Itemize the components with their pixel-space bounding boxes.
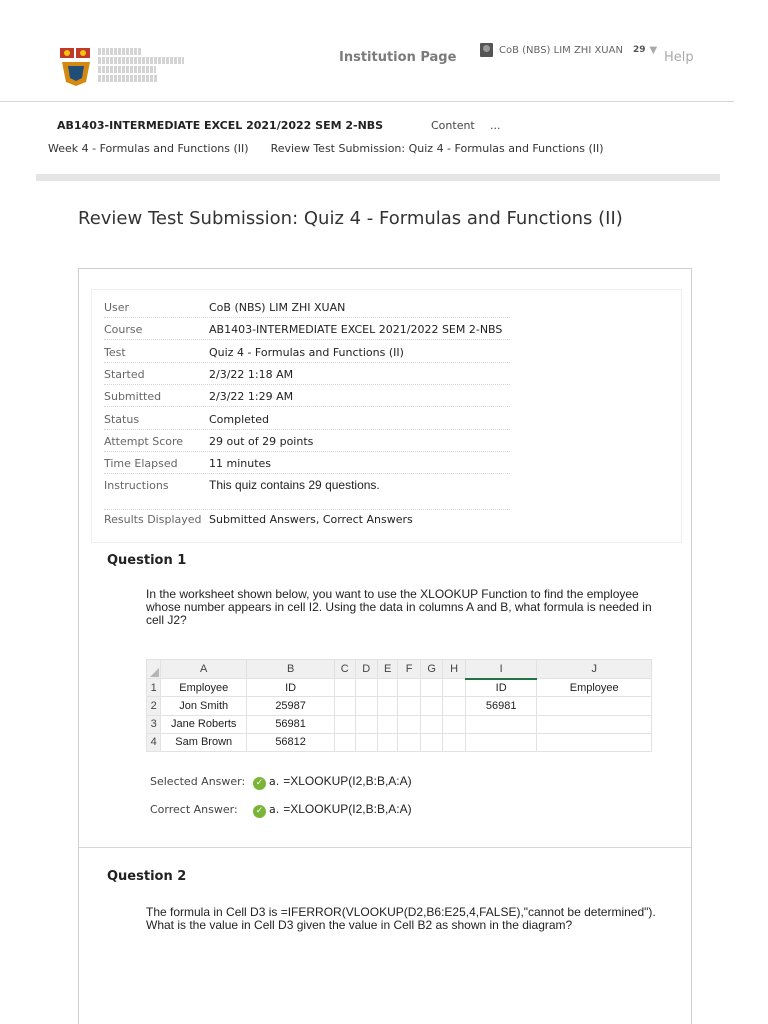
- sheet-cell: [355, 679, 377, 697]
- col-header: B: [247, 660, 335, 679]
- answer-letter: a.: [269, 802, 280, 816]
- sheet-cell: [355, 733, 377, 751]
- sheet-cell: [398, 679, 420, 697]
- check-icon: ✓: [253, 805, 266, 818]
- detail-value: 29 out of 29 points: [209, 435, 314, 448]
- sheet-cell: [335, 733, 355, 751]
- sheet-cell: [377, 679, 397, 697]
- detail-value: AB1403-INTERMEDIATE EXCEL 2021/2022 SEM 2-NBS: [209, 323, 503, 336]
- detail-value: 2/3/22 1:18 AM: [209, 368, 294, 381]
- user-menu[interactable]: [480, 41, 657, 59]
- col-header: A: [161, 660, 247, 679]
- sheet-cell: [377, 715, 397, 733]
- course-title[interactable]: AB1403-INTERMEDIATE EXCEL 2021/2022 SEM 2-NBS: [57, 119, 384, 132]
- question-2-text: The formula in Cell D3 is =IFERROR(VLOOKUP(D2,B6:E25,4,FALSE),"cannot be determined"). What is the value in Cell D3 given the value in Cell B2 as shown in the diagram?: [146, 905, 656, 932]
- row-number: 3: [147, 715, 161, 733]
- col-header: I: [465, 660, 537, 679]
- sheet-cell: [355, 697, 377, 715]
- sheet-cell: [443, 697, 465, 715]
- col-header: J: [537, 660, 652, 679]
- breadcrumb-week4[interactable]: Week 4 - Formulas and Functions (II): [48, 142, 249, 155]
- correct-answer-row: [150, 800, 412, 818]
- detail-row-time: [104, 454, 510, 474]
- detail-key: Attempt Score: [104, 435, 184, 448]
- breadcrumb-review: Review Test Submission: Quiz 4 - Formulas and Functions (II): [270, 142, 604, 155]
- university-logo[interactable]: [58, 44, 198, 92]
- sheet-cell: 56981: [247, 715, 335, 733]
- sheet-cell: [443, 715, 465, 733]
- detail-key: Results Displayed: [104, 513, 202, 526]
- col-header: C: [335, 660, 355, 679]
- help-link[interactable]: Help: [664, 50, 694, 65]
- sheet-cell: [443, 679, 465, 697]
- selected-answer-formula: =XLOOKUP(I2,B:B,A:A): [283, 774, 412, 788]
- question-1-text: In the worksheet shown below, you want to use the XLOOKUP Function to find the employee whose number appears in cell I2. Using the data in columns A and B, what formula is needed in cell J2?: [146, 587, 652, 627]
- sheet-cell: [443, 733, 465, 751]
- detail-value: Quiz 4 - Formulas and Functions (II): [209, 346, 404, 359]
- more-link[interactable]: ...: [490, 119, 501, 132]
- course-bar: [0, 102, 734, 174]
- check-icon: ✓: [253, 777, 266, 790]
- crest-icon: [58, 46, 94, 88]
- sheet-cell: [465, 715, 537, 733]
- detail-key: Status: [104, 413, 140, 426]
- detail-value: Submitted Answers, Correct Answers: [209, 513, 413, 526]
- col-header: E: [377, 660, 397, 679]
- sheet-cell: [377, 733, 397, 751]
- sheet-cell: [398, 697, 420, 715]
- sheet-cell: [465, 733, 537, 751]
- sheet-cell: [355, 715, 377, 733]
- breadcrumb: [48, 142, 604, 155]
- sheet-cell: Jon Smith: [161, 697, 247, 715]
- col-header: G: [420, 660, 442, 679]
- row-number: 1: [147, 679, 161, 697]
- sheet-cell: Employee: [161, 679, 247, 697]
- submission-panel: [78, 268, 692, 1024]
- detail-value: This quiz contains 29 questions.: [209, 478, 380, 492]
- detail-value: 2/3/22 1:29 AM: [209, 390, 294, 403]
- worksheet-image: [146, 659, 652, 752]
- page-title: Review Test Submission: Quiz 4 - Formulas and Functions (II): [78, 208, 623, 229]
- avatar: [480, 43, 493, 57]
- sheet-cell: [398, 715, 420, 733]
- detail-key: Time Elapsed: [104, 457, 178, 470]
- detail-row-score: [104, 432, 510, 452]
- col-header: D: [355, 660, 377, 679]
- detail-row-status: [104, 410, 510, 430]
- divider-strip: [36, 174, 720, 181]
- sheet-cell: [537, 697, 652, 715]
- chevron-down-icon[interactable]: ▼: [649, 44, 658, 56]
- sheet-cell: ID: [465, 679, 537, 697]
- sheet-cell: [398, 733, 420, 751]
- question-2-title: Question 2: [107, 869, 187, 884]
- sheet-cell: Sam Brown: [161, 733, 247, 751]
- detail-row-test: [104, 343, 510, 363]
- row-number: 2: [147, 697, 161, 715]
- detail-row-user: [104, 298, 510, 318]
- logo-wordmark: [98, 48, 198, 84]
- detail-row-started: [104, 365, 510, 385]
- answer-letter: a.: [269, 774, 280, 788]
- question-divider: [79, 847, 691, 848]
- detail-key: Test: [104, 346, 126, 359]
- sheet-cell: ID: [247, 679, 335, 697]
- sheet-cell: [420, 679, 442, 697]
- sheet-cell: [420, 715, 442, 733]
- detail-key: Course: [104, 323, 143, 336]
- selected-answer-label: Selected Answer:: [150, 774, 246, 788]
- detail-value: Completed: [209, 413, 269, 426]
- sheet-cell: [420, 697, 442, 715]
- detail-key: Submitted: [104, 390, 162, 403]
- sheet-corner: [147, 660, 161, 679]
- submission-details: [91, 289, 682, 543]
- col-header: F: [398, 660, 420, 679]
- sheet-cell: [420, 733, 442, 751]
- sheet-cell: Jane Roberts: [161, 715, 247, 733]
- sheet-cell: [335, 715, 355, 733]
- row-number: 4: [147, 733, 161, 751]
- selected-answer-row: [150, 772, 412, 790]
- detail-row-instructions: [104, 476, 510, 510]
- sheet-cell: 56981: [465, 697, 537, 715]
- detail-key: Started: [104, 368, 145, 381]
- sheet-cell: [537, 733, 652, 751]
- sheet-cell: 56812: [247, 733, 335, 751]
- top-header: [0, 0, 734, 102]
- detail-value: 11 minutes: [209, 457, 272, 470]
- detail-row-results: [104, 510, 510, 530]
- detail-key: User: [104, 301, 130, 314]
- col-header: H: [443, 660, 465, 679]
- user-name[interactable]: CoB (NBS) LIM ZHI XUAN: [499, 44, 623, 56]
- sheet-cell: Employee: [537, 679, 652, 697]
- sheet-cell: [377, 697, 397, 715]
- institution-page-link[interactable]: Institution Page: [339, 50, 457, 65]
- correct-answer-label: Correct Answer:: [150, 802, 238, 816]
- sheet-cell: [537, 715, 652, 733]
- detail-row-submitted: [104, 387, 510, 407]
- question-1-title: Question 1: [107, 553, 187, 568]
- notification-badge[interactable]: 29: [632, 45, 646, 55]
- detail-key: Instructions: [104, 479, 169, 492]
- correct-answer-formula: =XLOOKUP(I2,B:B,A:A): [283, 802, 412, 816]
- content-link[interactable]: Content: [431, 119, 475, 132]
- sheet-cell: [335, 679, 355, 697]
- detail-row-course: [104, 320, 510, 340]
- sheet-cell: [335, 697, 355, 715]
- detail-value: CoB (NBS) LIM ZHI XUAN: [209, 301, 346, 314]
- sheet-cell: 25987: [247, 697, 335, 715]
